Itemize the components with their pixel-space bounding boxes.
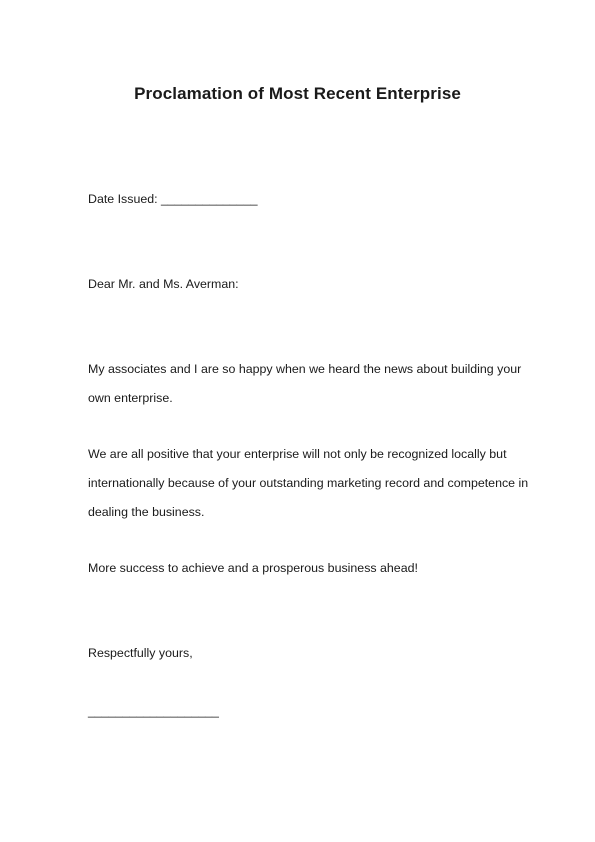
closing: Respectfully yours, (88, 646, 193, 660)
salutation: Dear Mr. and Ms. Averman: (88, 277, 239, 291)
paragraph-3-line-1: More success to achieve and a prosperous business ahead! (88, 561, 418, 575)
paragraph-2-line-2: internationally because of your outstanding marketing record and competence in (88, 476, 529, 490)
paragraph-1-line-1: My associates and I are so happy when we heard the news about building your (88, 362, 522, 376)
paragraph-2-line-1: We are all positive that your enterprise will not only be recognized locally but (88, 447, 507, 461)
paragraph-2-line-3: dealing the business. (88, 505, 205, 519)
document-title: Proclamation of Most Recent Enterprise (134, 84, 461, 103)
date-issued-line: Date Issued: ______________ (88, 192, 258, 206)
paragraph-1-line-2: own enterprise. (88, 391, 173, 405)
signature-line: ___________________ (88, 704, 219, 718)
